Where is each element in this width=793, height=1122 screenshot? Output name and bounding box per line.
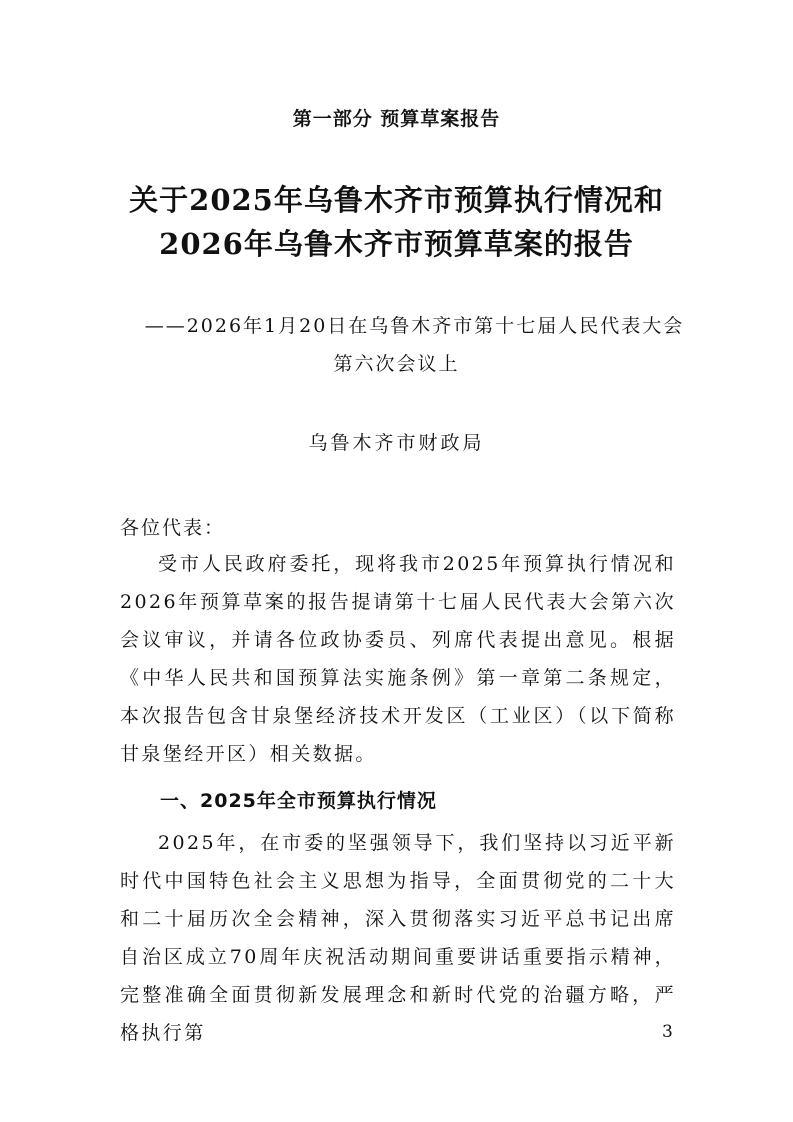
section-heading: 一、2025年全市预算执行情况 [160,790,437,812]
intro-paragraph-text: 受市人民政府委托，现将我市2025年预算执行情况和2026年预算草案的报告提请第十七届人民代表大会第六次会议审议，并请各位政协委员、列席代表提出意见。根据《中华人民共和国预算法实施条例》第一章第二条规定，本次报告包含甘泉堡经济技术开发区（工业区）（以下简称甘泉堡经开区）相关数据。 [120,553,676,765]
greeting: 各位代表： [120,517,226,539]
section1-paragraph [120,824,676,1052]
page-number: 3 [662,1022,673,1042]
subtitle-line-1: ——2026年1月20日在乌鲁木齐市第十七届人民代表大会 [144,315,685,337]
intro-paragraph [120,545,676,773]
report-title-line-2: 2026年乌鲁木齐市预算草案的报告 [159,227,634,261]
section1-paragraph-text: 2025年，在市委的坚强领导下，我们坚持以习近平新时代中国特色社会主义思想为指导，全面贯彻党的二十大和二十届历次全会精神，深入贯彻落实习近平总书记出席自治区成立70周年庆祝活动期间重要讲话重要指示精神，完整准确全面贯彻新发展理念和新时代党的治疆方略，严格执行第 [120,832,676,1044]
subtitle-line-2: 第六次会议上 [333,353,460,375]
report-title-line-1: 关于2025年乌鲁木齐市预算执行情况和 [129,183,664,217]
author: 乌鲁木齐市财政局 [308,432,485,454]
part-heading: 第一部分 预算草案报告 [292,108,501,130]
